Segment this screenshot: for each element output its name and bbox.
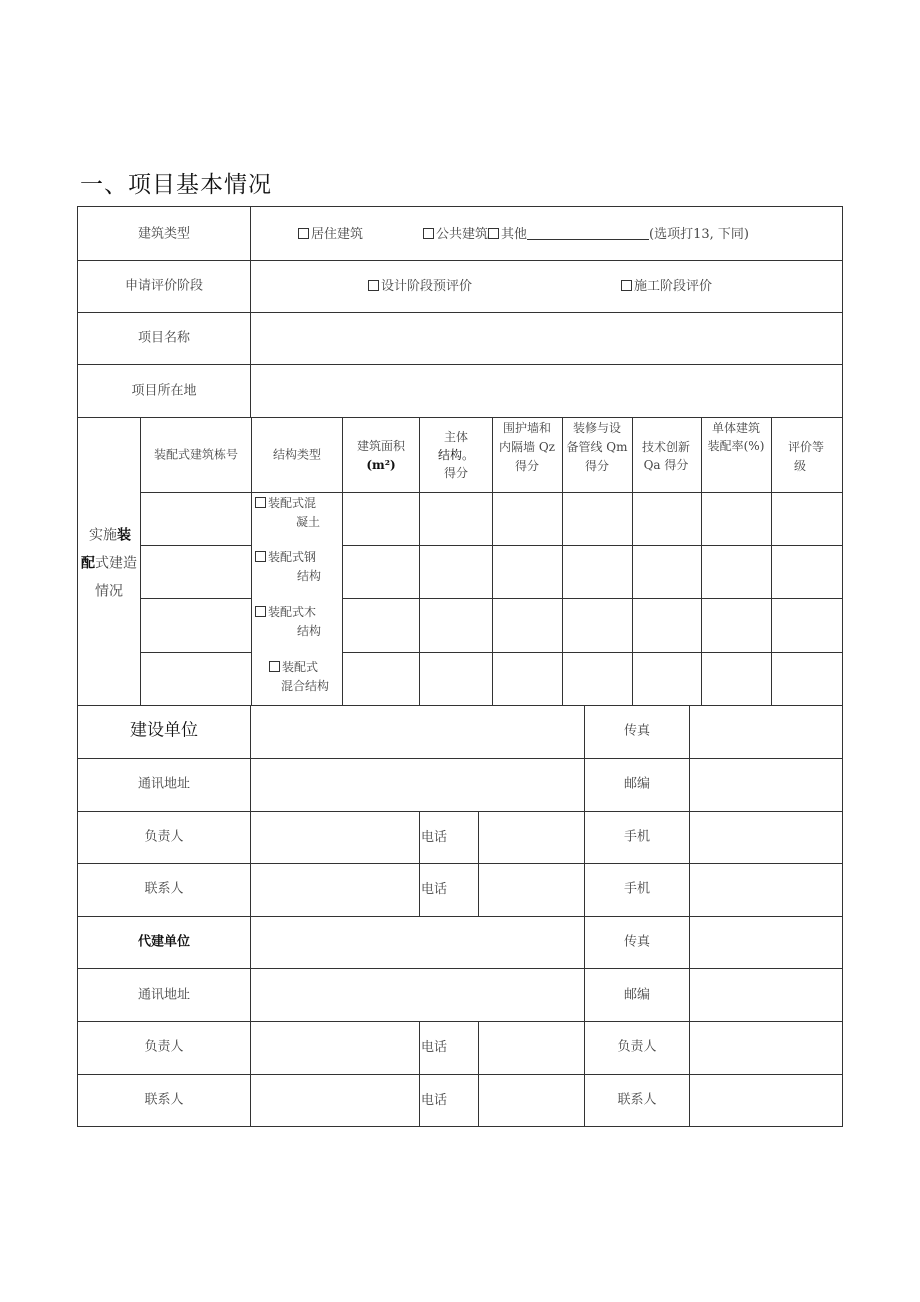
row-line xyxy=(342,598,843,599)
header-main-2: 结构。 xyxy=(437,448,475,462)
header-wall-3: 得分 xyxy=(514,459,540,473)
col-line xyxy=(342,417,343,706)
col-line xyxy=(584,705,585,1126)
impl-side-label-2: 配式建造 xyxy=(81,555,137,572)
row-line xyxy=(342,652,843,653)
row-line xyxy=(77,260,843,261)
impl-side-label-3: 情况 xyxy=(95,583,123,600)
col-line xyxy=(562,417,563,706)
builder-address-label: 通讯地址 xyxy=(137,776,191,792)
builder-phone-label: 电话 xyxy=(421,830,448,845)
header-tech-1: 技术创新 xyxy=(641,440,691,454)
header-structure-type: 结构类型 xyxy=(272,447,322,462)
agent-fax-label: 传真 xyxy=(623,934,651,950)
checkbox-icon[interactable] xyxy=(368,280,379,291)
table-border-right xyxy=(842,206,843,1127)
other-blank-line[interactable] xyxy=(527,226,649,240)
row-line xyxy=(77,863,843,864)
builder-leader-label: 负责人 xyxy=(144,829,184,845)
agent-address-label: 通讯地址 xyxy=(137,987,191,1003)
builder-fax-label: 传真 xyxy=(623,723,651,739)
agent-leader-label: 负责人 xyxy=(144,1039,184,1055)
col-line xyxy=(689,705,690,1126)
stage-label: 申请评价阶段 xyxy=(124,278,204,294)
header-main-1: 主体 xyxy=(443,430,469,444)
table-border-top xyxy=(77,206,843,207)
header-grade-1: 评价等 xyxy=(787,440,825,454)
builder-mobile2-label: 手机 xyxy=(623,881,651,897)
agent-contact2-label: 联系人 xyxy=(617,1092,657,1108)
header-building-no: 装配式建筑栋号 xyxy=(153,447,239,462)
agent-leader2-label: 负责人 xyxy=(617,1039,657,1055)
checkbox-icon[interactable] xyxy=(423,228,434,239)
structure-option-wood[interactable]: 装配式木 xyxy=(255,603,316,622)
col-line xyxy=(492,417,493,706)
row-line xyxy=(140,652,251,653)
row-line xyxy=(77,705,843,706)
row-line xyxy=(77,811,843,812)
col-line xyxy=(419,811,420,917)
row-line xyxy=(77,1021,843,1022)
row-line xyxy=(77,417,843,418)
col-line xyxy=(419,1021,420,1127)
row-line xyxy=(140,598,251,599)
checkbox-icon[interactable] xyxy=(269,661,280,672)
agent-phone2-label: 电话 xyxy=(421,1093,448,1108)
col-line xyxy=(632,417,633,706)
row-line xyxy=(77,916,843,917)
agent-phone-label: 电话 xyxy=(421,1040,448,1055)
agent-title: 代建单位 xyxy=(137,934,191,950)
checkbox-icon[interactable] xyxy=(621,280,632,291)
row-line xyxy=(77,968,843,969)
option-design-stage[interactable]: 设计阶段预评价 xyxy=(368,277,472,296)
checkbox-icon[interactable] xyxy=(255,606,266,617)
structure-option-hybrid-line2: 混合结构 xyxy=(280,679,330,693)
header-area-1: 建筑面积 xyxy=(356,439,406,453)
option-public[interactable]: 公共建筑 其他 (选项打13, 下同) xyxy=(423,225,749,244)
structure-option-hybrid[interactable]: 装配式 xyxy=(269,658,318,677)
builder-phone2-label: 电话 xyxy=(421,882,448,897)
header-deco-3: 得分 xyxy=(584,459,610,473)
checkbox-icon[interactable] xyxy=(255,551,266,562)
col-line xyxy=(701,417,702,706)
col-line xyxy=(478,811,479,917)
table-border-bottom xyxy=(77,1126,843,1127)
header-rate-2: 装配率(%) xyxy=(707,439,765,453)
builder-title: 建设单位 xyxy=(130,720,198,741)
col-line xyxy=(478,1021,479,1127)
row-line xyxy=(140,545,251,546)
header-wall-2: 内隔墙 Qz xyxy=(499,440,555,454)
project-location-label: 项目所在地 xyxy=(131,383,197,399)
option-residential[interactable]: 居住建筑 xyxy=(298,225,363,244)
checkbox-icon[interactable] xyxy=(298,228,309,239)
checkbox-icon[interactable] xyxy=(255,497,266,508)
row-line xyxy=(77,1074,843,1075)
builder-contact-label: 联系人 xyxy=(144,881,184,897)
col-line xyxy=(140,417,141,706)
header-tech-2: Qa 得分 xyxy=(643,458,689,472)
row-line xyxy=(77,758,843,759)
structure-option-concrete[interactable]: 装配式混 xyxy=(255,494,316,513)
structure-option-steel-line2: 结构 xyxy=(296,569,322,583)
header-wall-1: 围护墙和 xyxy=(502,421,552,435)
checkbox-icon[interactable] xyxy=(488,228,499,239)
header-rate-1: 单体建筑 xyxy=(711,421,761,435)
impl-side-label-1: 实施装 xyxy=(89,527,131,544)
col-line xyxy=(251,417,252,706)
header-main-3: 得分 xyxy=(443,466,469,480)
col-line xyxy=(250,206,251,418)
row-line xyxy=(342,545,843,546)
structure-option-wood-line2: 结构 xyxy=(296,624,322,638)
col-line xyxy=(419,417,420,706)
agent-postcode-label: 邮编 xyxy=(623,987,651,1003)
building-type-label: 建筑类型 xyxy=(137,226,191,242)
header-deco-1: 装修与设 xyxy=(572,421,622,435)
option-construction-stage[interactable]: 施工阶段评价 xyxy=(621,277,712,296)
table-border-left xyxy=(77,206,78,1127)
option-note: (选项打13, 下同) xyxy=(649,227,749,242)
header-area-2: (m²) xyxy=(366,458,396,472)
agent-contact-label: 联系人 xyxy=(144,1092,184,1108)
builder-mobile-label: 手机 xyxy=(623,829,651,845)
project-name-label: 项目名称 xyxy=(137,330,191,346)
row-line xyxy=(77,364,843,365)
col-line xyxy=(771,417,772,706)
header-grade-2: 级 xyxy=(793,459,807,473)
structure-option-steel[interactable]: 装配式钢 xyxy=(255,548,316,567)
row-line xyxy=(77,312,843,313)
col-line xyxy=(250,705,251,1126)
builder-postcode-label: 邮编 xyxy=(623,776,651,792)
structure-option-concrete-line2: 凝土 xyxy=(295,515,321,529)
header-deco-2: 备管线 Qm xyxy=(566,440,628,454)
section-title: 一、项目基本情况 xyxy=(80,172,272,198)
